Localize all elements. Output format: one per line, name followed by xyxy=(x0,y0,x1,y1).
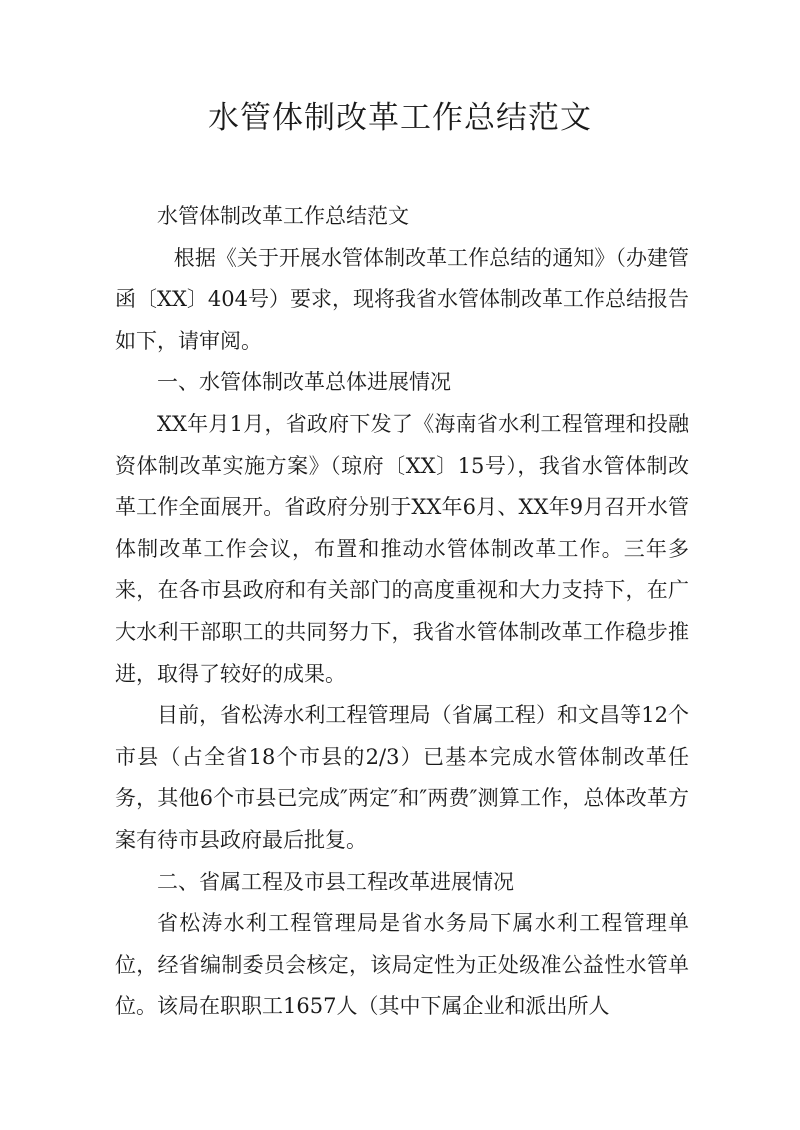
paragraph-section-2: 省松涛水利工程管理局是省水务局下属水利工程管理单位，经省编制委员会核定，该局定性为正处级准公益性水管单位。该局在职职工1657人（其中下属企业和派出所人 xyxy=(115,911,689,1019)
paragraph-section-1: XX年月1月，省政府下发了《海南省水利工程管理和投融资体制改革实施方案》（琼府〔XX〕15号），我省水管体制改革工作全面展开。省政府分别于XX年6月、XX年9月召开水管体制改革工作会议，布置和推动水管体制改革工作。三年多来，在各市县政府和有关部门的高度重视和大力支持下，在广大水利干部职工的共同努力下，我省水管体制改革工作稳步推进，取得了较好的成果。 xyxy=(115,411,689,686)
paragraph-intro: 根据《关于开展水管体制改革工作总结的通知》（办建管函〔XX〕404号）要求，现将我省水管体制改革工作总结报告如下，请审阅。 xyxy=(115,245,689,353)
body-heading: 水管体制改革工作总结范文 xyxy=(157,204,409,228)
document-body xyxy=(115,196,689,1028)
document-title: 水管体制改革工作总结范文 xyxy=(208,100,592,136)
section-heading-1: 一、水管体制改革总体进展情况 xyxy=(157,370,451,395)
paragraph-progress: 目前，省松涛水利工程管理局（省属工程）和文昌等12个市县（占全省18个市县的2/3）已基本完成水管体制改革任务，其他6个市县已完成″两定″和″两费″测算工作，总体改革方案有待市县政府最后批复。 xyxy=(115,703,689,852)
section-heading-2: 二、省属工程及市县工程改革进展情况 xyxy=(157,869,514,894)
